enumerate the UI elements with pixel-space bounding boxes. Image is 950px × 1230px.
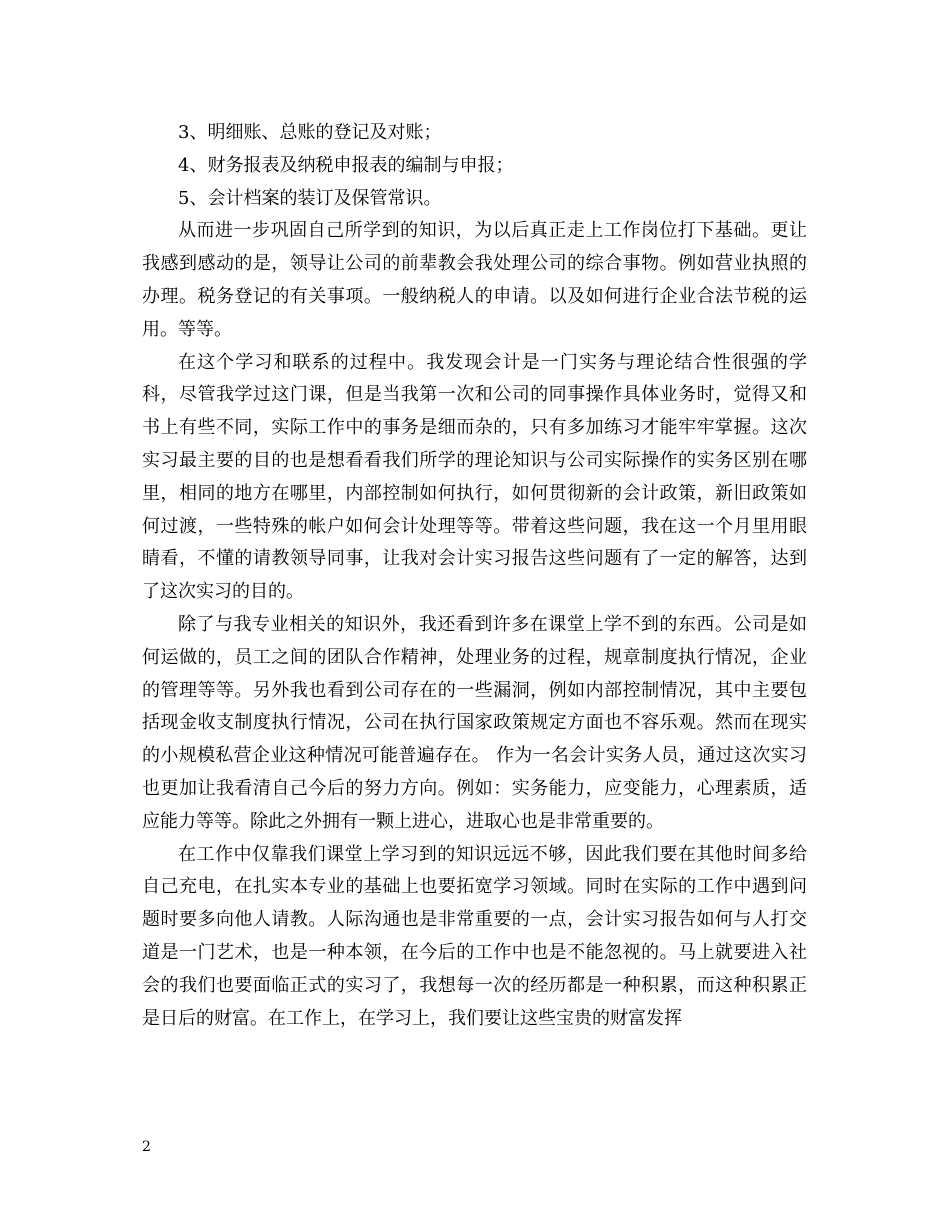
paragraph-1: 从而进一步巩固自己所学到的知识，为以后真正走上工作岗位打下基础。更让我感到感动的是，领导让公司的前辈教会我处理公司的综合事物。例如营业执照的办理。税务登记的有关事项。一般纳税人的申请。以及如何进行企业合法节税的运用。等等。 xyxy=(142,220,807,340)
list-item-4: 4、财务报表及纳税申报表的编制与申报； xyxy=(178,154,514,176)
list-item-5: 5、会计档案的装订及保管常识。 xyxy=(178,187,442,209)
list-item-3: 3、明细账、总账的登记及对账； xyxy=(178,122,442,143)
paragraph-3: 除了与我专业相关的知识外，我还看到许多在课堂上学不到的东西。公司是如何运做的，员工之间的团队合作精神，处理业务的过程，规章制度执行情况，企业的管理等等。另外我也看到公司存在的一些漏洞，例如内部控制情况，其中主要包括现金收支制度执行情况，公司在执行国家政策规定方面也不容乐观。然而在现实的小规模私营企业这种情况可能普遍存在。 作为一名会计实务人员，通过这次实习也更加让我看清自己今后的努力方向。例如：实务能力，应变能力，心理素质，适应能力等等。除此之外拥有一颗上进心，进取心也是非常重要的。 xyxy=(142,613,807,832)
page-content xyxy=(142,117,807,1035)
page-number: 2 xyxy=(142,1139,151,1155)
paragraph-4: 在工作中仅靠我们课堂上学习到的知识远远不够，因此我们要在其他时间多给自己充电，在扎实本专业的基础上也要拓宽学习领域。同时在实际的工作中遇到问题时要多向他人请教。人际沟通也是非常重要的一点，会计实习报告如何与人打交道是一门艺术，也是一种本领，在今后的工作中也是不能忽视的。马上就要进入社会的我们也要面临正式的实习了，我想每一次的经历都是一种积累，而这种积累正是日后的财富。在工作上，在学习上，我们要让这些宝贵的财富发挥 xyxy=(142,843,807,1029)
paragraph-2: 在这个学习和联系的过程中。我发现会计是一门实务与理论结合性很强的学科，尽管我学过这门课，但是当我第一次和公司的同事操作具体业务时，觉得又和书上有些不同，实际工作中的事务是细而杂的，只有多加练习才能牢牢掌握。这次实习最主要的目的也是想看看我们所学的理论知识与公司实际操作的实务区别在哪里，相同的地方在哪里，内部控制如何执行，如何贯彻新的会计政策，新旧政策如何过渡，一些特殊的帐户如何会计处理等等。带着这些问题，我在这一个月里用眼睛看，不懂的请教领导同事，让我对会计实习报告这些问题有了一定的解答，达到了这次实习的目的。 xyxy=(142,351,807,603)
